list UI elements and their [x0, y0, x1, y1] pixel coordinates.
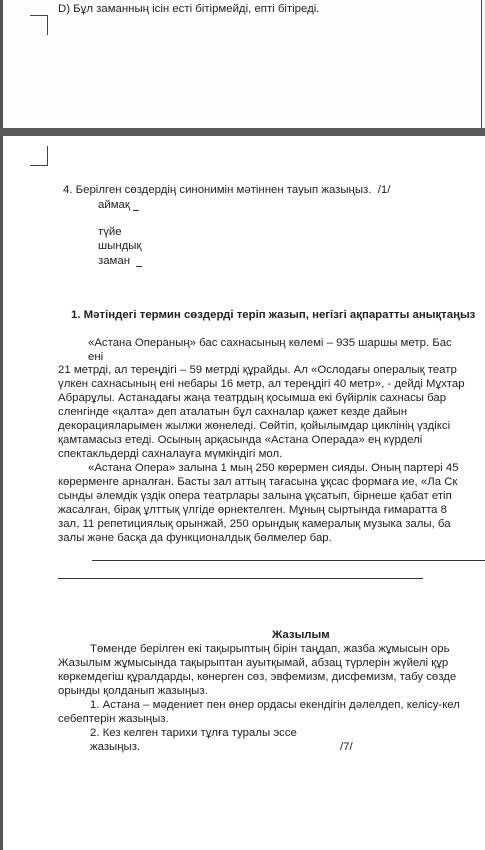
corner-mark — [30, 15, 48, 16]
task1-heading: 1. Мәтіндегі термин сөздерді теріп жазып, негізгі ақпаратты анықтаңыз — [71, 309, 476, 321]
passage-line: Абрарұлы. Астанадағы жаңа театрдың қосымша екі бүйірлік сахнасы бар — [58, 392, 447, 404]
passage-line: көрерменге арналған. Басты зал аттың тағасына ұқсас формаға ие, «Ла Ск — [58, 476, 458, 488]
writing-line: көркемдегіш құралдарды, көнерген сөз, эвфемизм, дисфемизм, табу сөзде — [58, 671, 457, 683]
passage-line: сленгінде «қалта» деп аталатын бұл сахналар қажет кезде дайын — [58, 406, 407, 418]
writing-line: Жазылым жұмысында тақырыптан ауытқымай, абзац түрлерін жүйелі құр — [58, 657, 449, 669]
passage-line: ені — [88, 351, 104, 363]
writing-line: жазыңыз. — [90, 741, 141, 753]
passage-line: зал, 11 репетициялық орынжай, 250 орындық камералық музыка залы, ба — [58, 518, 451, 530]
writing-title: Жазылым — [272, 629, 330, 641]
page-divider — [0, 128, 485, 136]
answer-line — [92, 560, 485, 561]
writing-line: Төменде берілген екі тақырыптың бірін таңдап, жазба жұмысын орь — [90, 643, 450, 655]
passage-line: үлкен сахнасының ені небары 16 метр, ал тереңдігі 40 метр», - дейді Мұхтар — [58, 378, 465, 390]
task4-word-1: аймақ — [98, 199, 130, 211]
passage-line: декорацияларымен жылжи жөнеледі. Сөйтіп, қойылымдар циклінің үздіксі — [58, 420, 451, 432]
writing-score: /7/ — [340, 741, 353, 753]
corner-mark — [47, 146, 48, 166]
word-blank — [136, 266, 142, 267]
passage-line: 21 метрді, ал тереңдігі – 59 метрді құрайды. Ал «Ослодағы опералық театр — [58, 364, 457, 376]
writing-line: орынды қолданып жазыңыз. — [58, 685, 208, 697]
passage-line: сынды әлемдік үздік опера театрлары залына ұқсатып, бірнеше қабат етіп — [58, 490, 452, 502]
page-right-edge — [481, 0, 482, 128]
task4-word-3: шындық — [98, 240, 142, 252]
task4-heading: 4. Берілген сөздердің синонимін мәтіннен тауып жазыңыз. /1/ — [63, 184, 391, 196]
passage-line: спектакльдерді сахналауға мүмкіндігі мол. — [58, 448, 283, 460]
passage-line: «Астана Операның» бас сахнасының көлемі – 935 шаршы метр. Бас — [88, 337, 452, 349]
previous-page-fragment — [0, 0, 485, 128]
corner-mark — [47, 15, 48, 35]
word-blank — [133, 210, 139, 211]
passage-line: қамтамасыз етеді. Осының арқасында «Астана Операда» ең күрделі — [58, 434, 423, 446]
passage-line: «Астана Опера» залына 1 мың 250 көрермен сияды. Оның партері 45 — [88, 462, 459, 474]
passage-line: залы және басқа да функционалдық бөлмелер бар. — [58, 532, 332, 544]
writing-line: себептерін жазыңыз. — [58, 713, 169, 725]
passage-line: жасалған, бірақ ұлттық үлгіде өрнектелген. Мұның сыртында ғимаратта 8 — [58, 504, 448, 516]
task4-word-2: түйе — [98, 226, 122, 238]
option-d: D) Бұл заманның ісін есті бітірмейді, епті бітіреді. — [58, 3, 320, 15]
answer-line — [58, 578, 423, 579]
task4-word-4: заман — [98, 255, 131, 267]
corner-mark — [30, 165, 48, 166]
writing-topic-1: 1. Астана – мәдениет пен өнер ордасы екендігін дәлелдеп, келісу-кел — [90, 699, 460, 711]
writing-topic-2: 2. Кез келген тарихи тұлға туралы эссе — [90, 727, 297, 739]
